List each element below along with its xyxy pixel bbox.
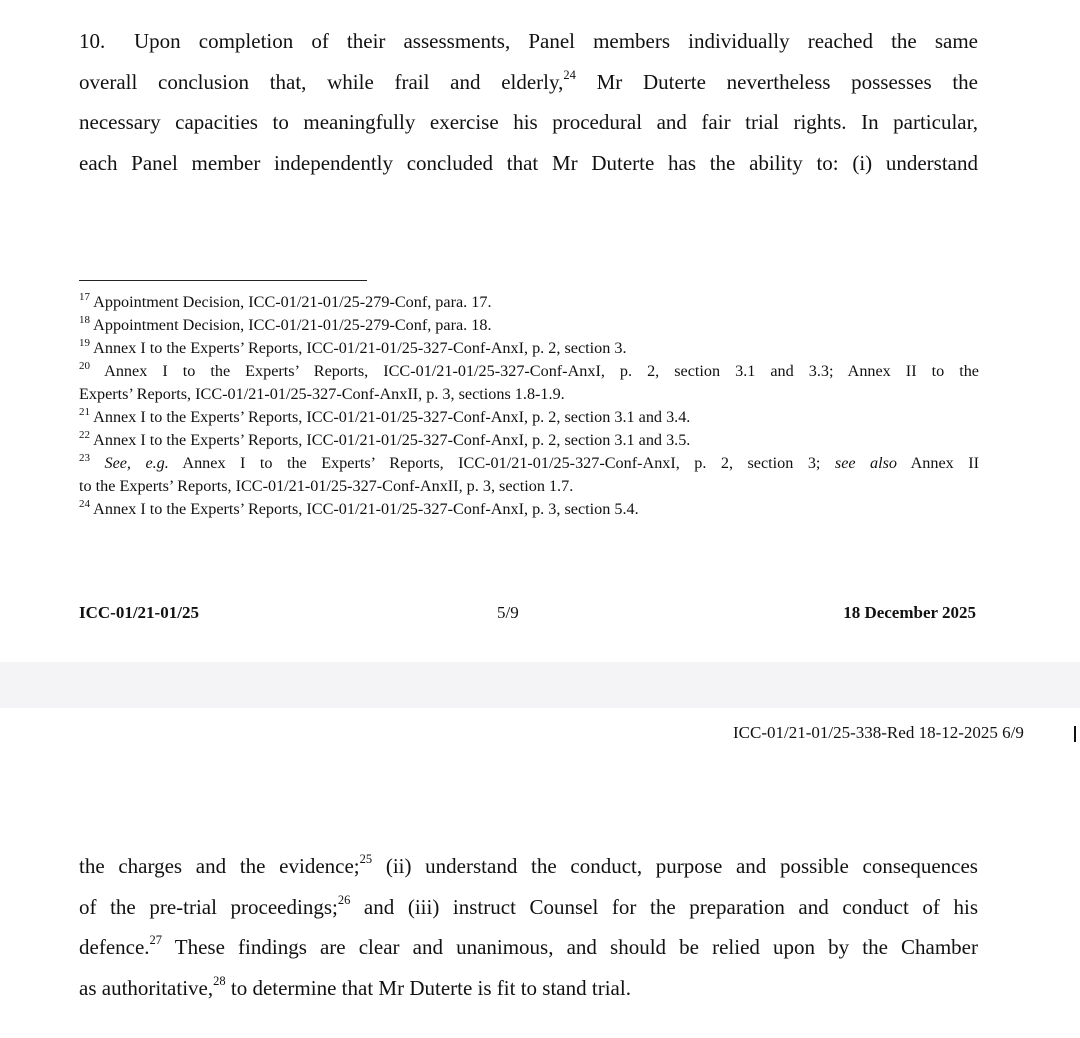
footnote-italic: see also [834,454,898,472]
line-text: the charges and the evidence; [79,854,360,878]
paragraph-10-continued [79,846,978,1008]
stamp-clipped-edge [1074,726,1076,742]
footnote-text: Experts’ Reports, ICC-01/21-01/25-327-Conf-AnxII, p. 3, sections 1.8-1.9. [79,385,565,403]
paragraph-line [79,62,978,103]
line-text: to determine that Mr Duterte is fit to stand trial. [225,975,631,1000]
paragraph-line [79,102,978,143]
footer-page-number: 5/9 [497,603,519,622]
footnote-text: Annex I to the Experts’ Reports, ICC-01/21-01/25-327-Conf-AnxI, p. 2, section 3.1 and 3.3; Annex II to the [104,362,979,380]
footnote-separator [79,280,367,281]
footnote-21 [79,406,979,429]
footnote-17 [79,291,979,314]
footnote-20-continued [79,383,979,406]
footnote-ref[interactable]: 27 [149,933,163,947]
footnote-number: 20 [79,359,90,372]
footnote-italic: See, e.g. [104,454,169,472]
paragraph-number: 10. [79,29,106,53]
footnote-ref[interactable]: 24 [563,67,576,82]
footnote-19 [79,337,979,360]
footnote-text: Annex I to the Experts’ Reports, ICC-01/21-01/25-327-Conf-AnxI, p. 2, section 3.1 and 3.4. [93,408,691,426]
footnote-number: 18 [79,313,90,326]
page-gap [0,662,1080,708]
line-text: These findings are clear and unanimous, and should be relied upon by the Chamber [162,935,978,959]
header-stamp: ICC-01/21-01/25-338-Red 18-12-2025 6/9 [733,723,1024,742]
footnote-text: Annex I to the Experts’ Reports, ICC-01/21-01/25-327-Conf-AnxI, p. 3, section 5.4. [93,500,639,518]
footnote-23 [79,452,979,475]
footnote-22 [79,429,979,452]
line-text: overall conclusion that, while frail and elderly, [79,69,564,94]
footnote-text: Annex II [897,454,979,472]
footnote-number: 22 [79,428,90,441]
footnote-number: 21 [79,405,90,418]
paragraph-line [79,968,978,1009]
footnote-text: Annex I to the Experts’ Reports, ICC-01/21-01/25-327-Conf-AnxI, p. 2, section 3; [168,454,835,472]
footnote-text: Annex I to the Experts’ Reports, ICC-01/21-01/25-327-Conf-AnxI, p. 2, section 3. [93,339,627,357]
line-text: Mr Duterte nevertheless possesses the [575,69,978,94]
line-text: necessary capacities to meaningfully exercise his procedural and fair trial rights. In particular, [79,110,978,134]
paragraph-line [79,21,978,62]
footnote-number: 17 [79,290,90,303]
line-text: Upon completion of their assessments, Panel members individually reached the same [134,29,978,53]
footnote-23-continued [79,475,979,498]
paragraph-line [79,846,978,887]
line-text: (ii) understand the conduct, purpose and possible consequences [372,854,978,878]
paragraph-line [79,143,978,184]
paragraph-line [79,927,978,968]
line-text: and (iii) instruct Counsel for the preparation and conduct of his [350,894,978,919]
line-text: as authoritative, [79,975,214,1000]
paragraph-10 [79,21,978,183]
footer-case-number: ICC-01/21-01/25 [79,603,199,622]
line-text: defence. [79,935,150,959]
footnote-text: Appointment Decision, ICC-01/21-01/25-279-Conf, para. 18. [93,316,492,334]
line-text: each Panel member independently concluded that Mr Duterte has the ability to: (i) understand [79,150,978,175]
footnote-20 [79,360,979,383]
line-text: of the pre-trial proceedings; [79,894,338,919]
footnote-text: Annex I to the Experts’ Reports, ICC-01/21-01/25-327-Conf-AnxI, p. 2, section 3.1 and 3.5. [93,431,691,449]
footnotes [79,291,979,521]
footnote-ref[interactable]: 28 [213,973,226,988]
footnote-24 [79,498,979,521]
footnote-text: Appointment Decision, ICC-01/21-01/25-279-Conf, para. 17. [93,293,492,311]
footnote-text: to the Experts’ Reports, ICC-01/21-01/25-327-Conf-AnxII, p. 3, section 1.7. [79,477,574,495]
footer-date: 18 December 2025 [843,603,976,622]
footnote-number: 23 [79,451,90,464]
footnote-ref[interactable]: 25 [359,852,373,866]
footnote-18 [79,314,979,337]
footnote-number: 19 [79,336,90,349]
footnote-ref[interactable]: 26 [337,892,351,907]
footnote-number: 24 [79,497,90,510]
paragraph-line [79,887,978,928]
